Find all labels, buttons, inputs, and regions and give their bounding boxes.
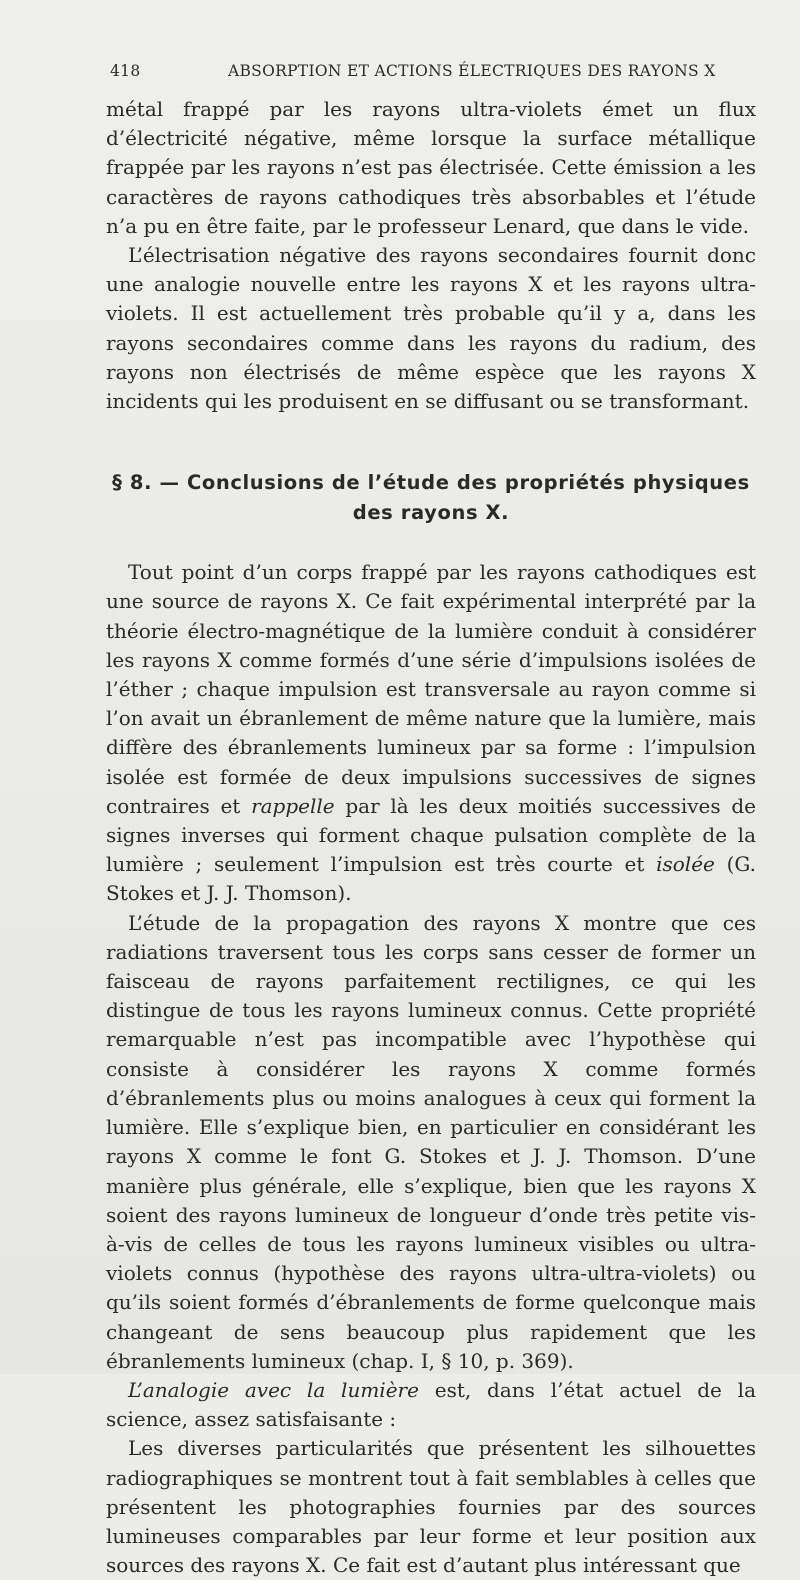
paragraph-5-rest: est, dans l’état actuel de la science, assez satisfaisante : [106,1377,756,1432]
body-text [106,95,756,1580]
running-header [110,62,716,88]
paragraph-2: L’électrisation négative des rayons secondaires fournit donc une analogie nouvelle entre les rayons X et les rayons ultra-violets. Il est actuellement très probable qu’il y a, dans les rayons secondaires comme dans les rayons du radium, des rayons non électrisés de même espèce que les rayons X incidents qui les produisent en se diffusant ou se transformant. [106,243,756,414]
paragraph-4: L’étude de la propagation des rayons X montre que ces radiations traversent tous les corps sans cesser de former un faisceau de rayons parfaitement rectilignes, ce qui les distingue de tous les rayons lumineux connus. Cette propriété remarquable n’est pas incompatible avec l’hypothèse qui consiste à considérer les rayons X comme formés d’ébranlements plus ou moins analogues à ceux qui forment la lumière. Elle s’explique bien, en particulier en considérant les rayons X comme le font G. Stokes et J. J. Thomson. D’une manière plus générale, elle s’explique, bien que les rayons X soient des rayons lumineux de longueur d’onde très petite vis-à-vis de celles de tous les rayons lumineux visibles ou ultra-violets connus (hypothèse des rayons ultra-ultra-violets) ou qu’ils soient formés d’ébranlements de forme quelconque mais changeant de sens beaucoup plus rapidement que les ébranlements lumineux (chap. I, § 10, p. 369). [106,910,756,1373]
section-heading-line-1: § 8. — Conclusions de l’étude des propriétés physiques [112,471,750,495]
running-title: ABSORPTION ET ACTIONS ÉLECTRIQUES DES RAYONS X [228,62,716,80]
paragraph-3-emphasis-rappelle: rappelle [251,793,335,818]
section-heading [106,468,756,528]
paragraph-3-emphasis-isolee: isolée [656,852,715,877]
section-heading-line-2: des rayons X. [352,501,510,525]
paragraph-3 [106,558,756,908]
page-number: 418 [110,62,141,80]
paragraph-1: métal frappé par les rayons ultra-violets émet un flux d’électricité négative, même lorsque la surface métallique frappée par les rayons n’est pas électrisée. Cette émission a les caractères de rayons cathodiques très absorbables et l’étude n’a pu en être faite, par le professeur Lenard, que dans le vide. [106,97,756,238]
paragraph-6: Les diverses particularités que présentent les silhouettes radiographiques se montrent tout à fait semblables à celles que présentent les photographies fournies par des sources lumineuses comparables par leur forme et leur position aux sources des rayons X. Ce fait est d’autant plus intéressant que [106,1436,756,1578]
paragraph-5 [106,1376,756,1434]
paragraph-3-part-a: Tout point d’un corps frappé par les rayons cathodiques est une source de rayons X. Ce fait expérimental interprété par la théorie électro-magnétique de la lumière conduit à considérer les rayons X comme formés d’une série d’impulsions isolées de l’éther ; chaque impulsion est transversale au rayon comme si l’on avait un ébranlement de même nature que la lumière, mais diffère des ébranlements lumineux par sa forme : l’impulsion isolée est formée de deux impulsions successives de signes contraires et [106,560,756,818]
paragraph-3-part-c: (G. Stokes et J. J. Thomson). [106,852,757,906]
paragraph-5-emphasis: L’analogie avec la lumière [128,1377,419,1402]
paragraph-3-part-b: par là les deux moitiés successives de signes inverses qui forment chaque pulsation complète de la lumière ; seulement l’impulsion est très courte et [106,793,756,877]
